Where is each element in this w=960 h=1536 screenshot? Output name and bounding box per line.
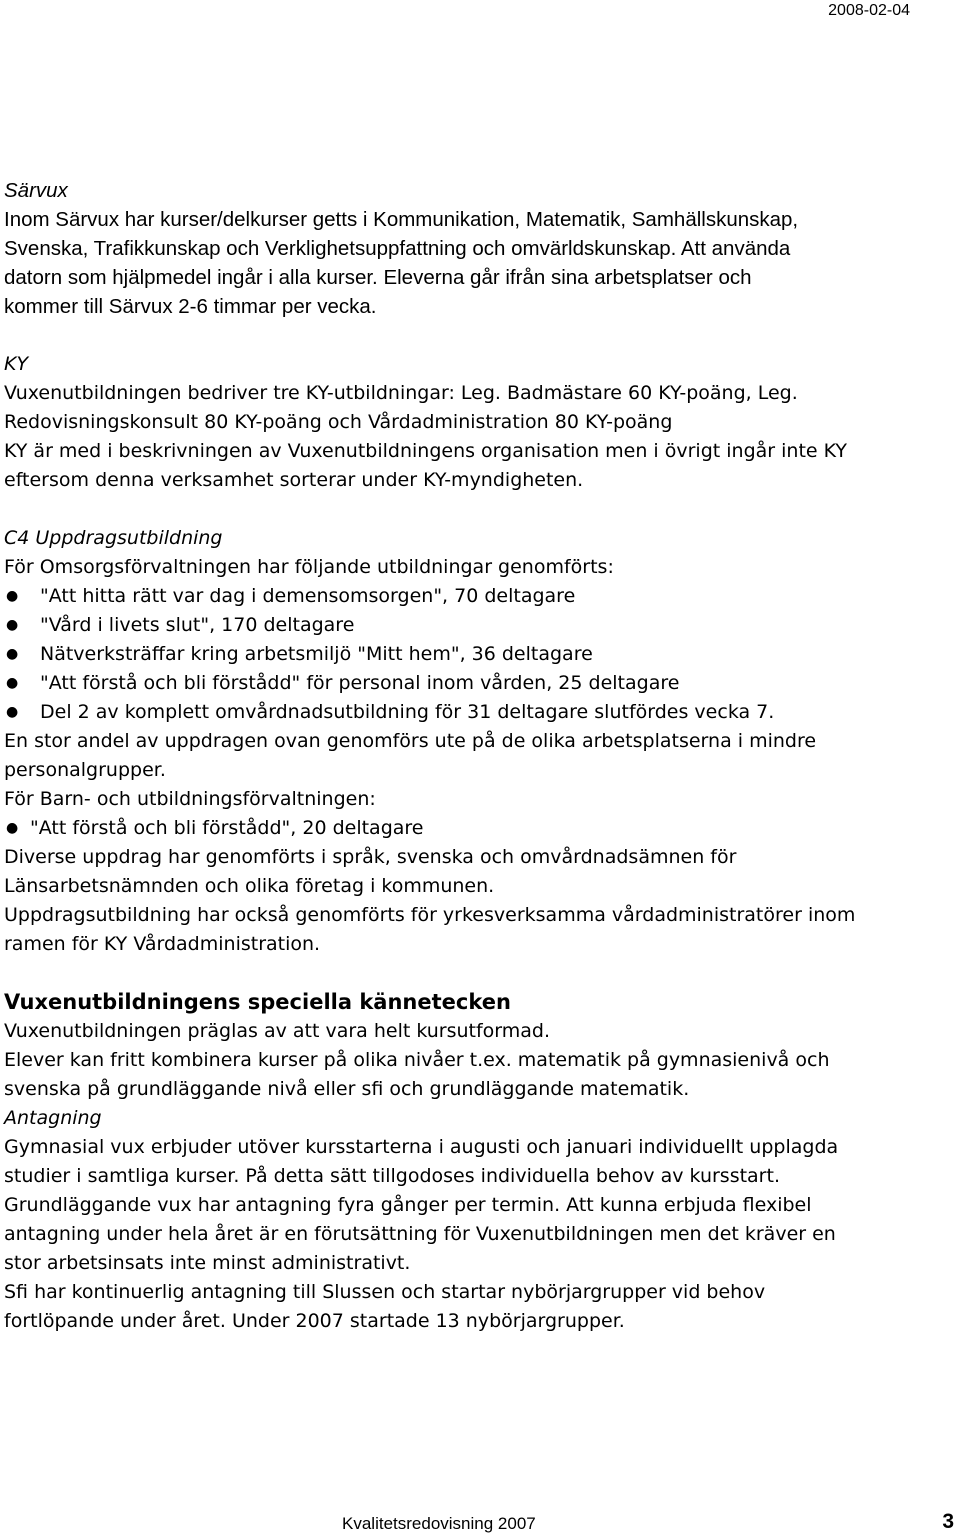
- list-item-text: "Vård i livets slut", 170 deltagare: [40, 614, 355, 636]
- section-heading-special: Vuxenutbildningens speciella kännetecken: [4, 990, 511, 1014]
- section-heading-ky: KY: [4, 353, 29, 375]
- paragraph-line: Vuxenutbildningen präglas av att vara helt kursutformad.: [4, 1020, 551, 1042]
- spacer: [4, 495, 956, 524]
- list-item: [4, 814, 956, 843]
- paragraph-line: svenska på grundläggande nivå eller sfi och grundläggande matematik.: [4, 1078, 690, 1100]
- section-antagning: [4, 1104, 956, 1336]
- section-special: [4, 988, 956, 1104]
- bullet-dot-icon: ●: [6, 646, 19, 662]
- list-item-text: "Att förstå och bli förstådd", 20 deltagare: [30, 817, 424, 839]
- list-item: [4, 582, 956, 611]
- section-sarvux: [4, 176, 956, 321]
- list-item: [4, 611, 956, 640]
- spacer: [4, 959, 956, 988]
- list-item: [4, 669, 956, 698]
- paragraph-line: antagning under hela året är en förutsättning för Vuxenutbildningen men det kräver en: [4, 1223, 836, 1245]
- list-item-text: Del 2 av komplett omvårdnadsutbildning för 31 deltagare slutfördes vecka 7.: [40, 701, 775, 723]
- list-item: [4, 698, 956, 727]
- paragraph-line: studier i samtliga kurser. På detta sätt tillgodoses individuella behov av kursstart.: [4, 1165, 780, 1187]
- paragraph-line: datorn som hjälpmedel ingår i alla kurser. Eleverna går ifrån sina arbetsplatser och: [4, 266, 752, 289]
- list-item: [4, 640, 956, 669]
- section-heading-sarvux: Särvux: [4, 179, 68, 202]
- paragraph-line: Grundläggande vux har antagning fyra gånger per termin. Att kunna erbjuda flexibel: [4, 1194, 812, 1216]
- paragraph-line: Inom Särvux har kurser/delkurser getts i Kommunikation, Matematik, Samhällskunskap,: [4, 208, 799, 231]
- paragraph-line: Svenska, Trafikkunskap och Verklighetsuppfattning och omvärldskunskap. Att använda: [4, 237, 791, 260]
- section-heading-c4: C4 Uppdragsutbildning: [4, 527, 223, 549]
- bullet-dot-icon: ●: [6, 704, 19, 720]
- paragraph-line: Sfi har kontinuerlig antagning till Slussen och startar nybörjargrupper vid behov: [4, 1281, 766, 1303]
- bullet-dot-icon: ●: [6, 820, 19, 836]
- paragraph-line: fortlöpande under året. Under 2007 startade 13 nybörjargrupper.: [4, 1310, 625, 1332]
- page-number: 3: [942, 1510, 954, 1533]
- bullet-dot-icon: ●: [6, 588, 19, 604]
- footer-title: Kvalitetsredovisning 2007: [342, 1514, 536, 1533]
- paragraph-line: Uppdragsutbildning har också genomförts för yrkesverksamma vårdadministratörer inom: [4, 904, 856, 926]
- paragraph-line: Redovisningskonsult 80 KY-poäng och Vårdadministration 80 KY-poäng: [4, 411, 673, 433]
- section-ky: [4, 350, 956, 495]
- paragraph-line: Vuxenutbildningen bedriver tre KY-utbildningar: Leg. Badmästare 60 KY-poäng, Leg.: [4, 382, 798, 404]
- paragraph-line: För Omsorgsförvaltningen har följande utbildningar genomförts:: [4, 556, 614, 578]
- spacer: [4, 321, 956, 350]
- paragraph-line: För Barn- och utbildningsförvaltningen:: [4, 788, 376, 810]
- bullet-dot-icon: ●: [6, 617, 19, 633]
- list-item-text: "Att förstå och bli förstådd" för personal inom vården, 25 deltagare: [40, 672, 680, 694]
- paragraph-line: eftersom denna verksamhet sorterar under KY-myndigheten.: [4, 469, 584, 491]
- header-date: 2008-02-04: [828, 2, 910, 19]
- list-item-text: Nätverksträffar kring arbetsmiljö "Mitt hem", 36 deltagare: [40, 643, 593, 665]
- paragraph-line: En stor andel av uppdragen ovan genomförs ute på de olika arbetsplatserna i mindre: [4, 730, 817, 752]
- paragraph-line: Länsarbetsnämnden och olika företag i kommunen.: [4, 875, 495, 897]
- paragraph-line: personalgrupper.: [4, 759, 166, 781]
- bullet-dot-icon: ●: [6, 675, 19, 691]
- document-body: [4, 176, 956, 1336]
- list-item-text: "Att hitta rätt var dag i demensomsorgen", 70 deltagare: [40, 585, 576, 607]
- paragraph-line: Elever kan fritt kombinera kurser på olika nivåer t.ex. matematik på gymnasienivå och: [4, 1049, 830, 1071]
- paragraph-line: stor arbetsinsats inte minst administrativt.: [4, 1252, 411, 1274]
- section-heading-antagning: Antagning: [4, 1107, 102, 1129]
- paragraph-line: kommer till Särvux 2-6 timmar per vecka.: [4, 295, 377, 318]
- section-c4-uppdragsutbildning: [4, 524, 956, 959]
- paragraph-line: Diverse uppdrag har genomförts i språk, svenska och omvårdnadsämnen för: [4, 846, 737, 868]
- paragraph-line: Gymnasial vux erbjuder utöver kursstarterna i augusti och januari individuellt upplagda: [4, 1136, 839, 1158]
- paragraph-line: KY är med i beskrivningen av Vuxenutbildningens organisation men i övrigt ingår inte KY: [4, 440, 848, 462]
- paragraph-line: ramen för KY Vårdadministration.: [4, 933, 321, 955]
